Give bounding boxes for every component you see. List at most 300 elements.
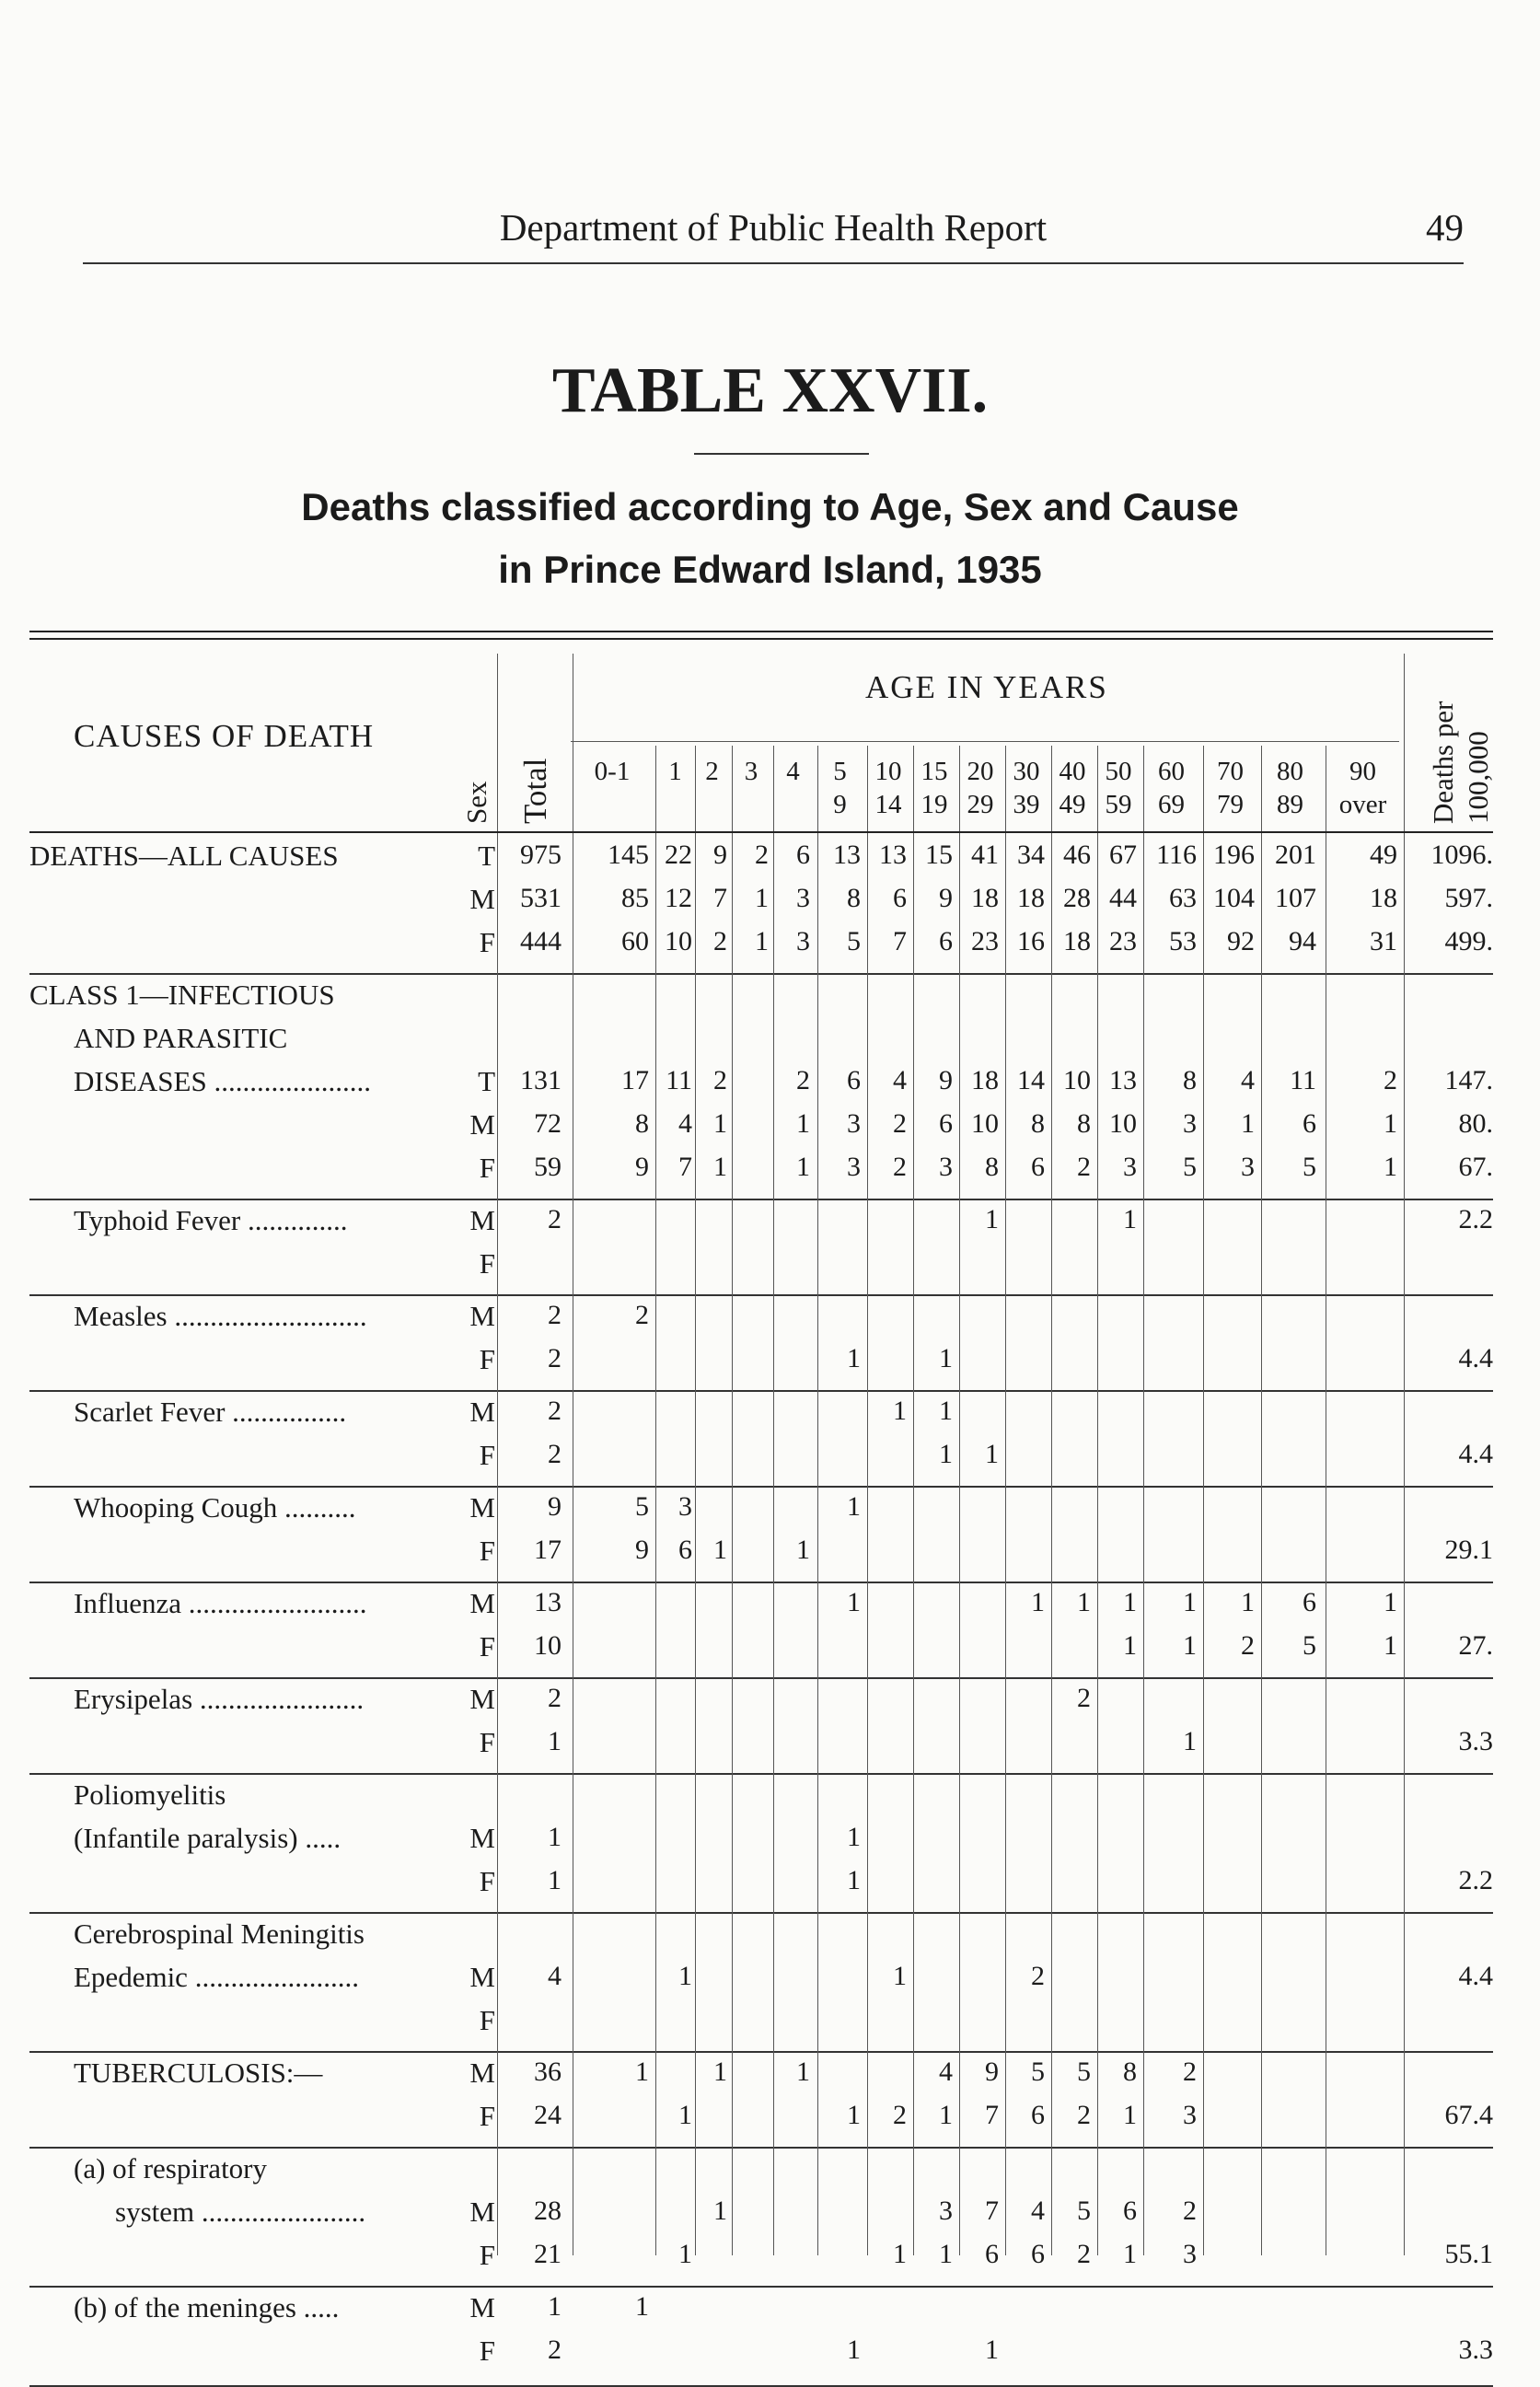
age-cell: 63	[1169, 883, 1197, 913]
age-cell: 1	[985, 1204, 999, 1234]
age-group-label-to: 14	[874, 790, 902, 819]
age-cell: 1	[985, 2335, 999, 2365]
age-group-label-from: 5	[833, 757, 847, 786]
age-cell: 31	[1370, 926, 1397, 956]
age-cell: 4	[1241, 1065, 1255, 1095]
age-cell: 13	[1109, 1065, 1137, 1095]
age-group-label-to: 9	[833, 790, 847, 819]
age-cell: 1	[1384, 1108, 1397, 1139]
age-cell: 2	[893, 1152, 907, 1182]
age-cell: 8	[635, 1108, 649, 1139]
age-cell: 6	[1303, 1587, 1316, 1617]
age-group-label-to: 59	[1105, 790, 1132, 819]
age-group-label-to: 79	[1217, 790, 1244, 819]
age-header-rule	[571, 741, 1399, 742]
age-cell: 46	[1063, 840, 1091, 870]
total-cell: 444	[520, 926, 562, 956]
age-cell: 1	[847, 2100, 861, 2130]
column-rule	[1143, 746, 1144, 2255]
sex-cell: F	[479, 926, 495, 958]
age-cell: 9	[985, 2057, 999, 2087]
age-cell: 1	[1031, 1587, 1045, 1617]
age-cell: 11	[666, 1065, 692, 1095]
age-cell: 3	[796, 883, 810, 913]
age-cell: 6	[985, 2239, 999, 2269]
group-separator-rule	[29, 1390, 1493, 1392]
running-head	[83, 189, 1464, 264]
total-cell: 10	[534, 1630, 562, 1661]
age-cell: 10	[1109, 1108, 1137, 1139]
sex-cell: M	[469, 1683, 495, 1715]
age-cell: 85	[621, 883, 649, 913]
age-cell: 5	[1303, 1152, 1316, 1182]
age-cell: 201	[1275, 840, 1316, 870]
age-cell: 1	[847, 1865, 861, 1895]
group-separator-rule	[29, 973, 1493, 975]
age-cell: 1	[1241, 1587, 1255, 1617]
age-cell: 1	[1123, 1587, 1137, 1617]
age-cell: 6	[1031, 2100, 1045, 2130]
cause-label: Epedemic .......................	[74, 1961, 359, 1993]
age-cell: 107	[1275, 883, 1316, 913]
age-group-label-from: 80	[1277, 757, 1303, 786]
total-cell: 975	[520, 840, 562, 870]
group-separator-rule	[29, 1912, 1493, 1914]
age-group-label-from: 70	[1217, 757, 1244, 786]
age-cell: 3	[939, 1152, 953, 1182]
age-cell: 4	[1031, 2196, 1045, 2226]
rate-header-line2: 100,000	[1462, 731, 1494, 824]
age-cell: 14	[1017, 1065, 1045, 1095]
age-cell: 1	[635, 2291, 649, 2322]
age-group-label-to: 69	[1158, 790, 1185, 819]
cause-label: system .......................	[115, 2196, 366, 2228]
age-cell: 1	[713, 1108, 727, 1139]
sex-cell: F	[479, 2239, 495, 2271]
sex-cell: M	[469, 1587, 495, 1619]
total-cell: 2	[548, 1343, 562, 1373]
table-title: TABLE XXVII.	[551, 355, 989, 426]
age-cell: 1	[1384, 1152, 1397, 1182]
rate-cell: 1096.	[1430, 840, 1493, 870]
sex-cell: T	[478, 840, 495, 872]
rate-cell: 597.	[1444, 883, 1493, 913]
age-cell: 116	[1156, 840, 1197, 870]
sex-cell: F	[479, 1535, 495, 1567]
age-cell: 9	[635, 1152, 649, 1182]
cause-label: Erysipelas .......................	[74, 1683, 365, 1715]
age-cell: 15	[925, 840, 953, 870]
sex-cell: M	[469, 1300, 495, 1332]
age-cell: 3	[1183, 2239, 1197, 2269]
cause-label: Typhoid Fever ..............	[74, 1204, 348, 1236]
age-cell: 13	[833, 840, 861, 870]
cause-label: DEATHS—ALL CAUSES	[29, 840, 339, 872]
age-cell: 92	[1227, 926, 1255, 956]
age-cell: 5	[1183, 1152, 1197, 1182]
column-rule	[1203, 746, 1204, 2255]
sex-cell: T	[478, 1065, 495, 1097]
age-cell: 1	[985, 1439, 999, 1469]
rate-cell: 80.	[1458, 1108, 1493, 1139]
age-cell: 8	[1183, 1065, 1197, 1095]
page-number: 49	[1426, 206, 1464, 249]
age-cell: 8	[1031, 1108, 1045, 1139]
age-cell: 2	[713, 1065, 727, 1095]
age-cell: 1	[796, 1152, 810, 1182]
age-cell: 17	[621, 1065, 649, 1095]
total-cell: 9	[548, 1491, 562, 1522]
sex-cell: F	[479, 1343, 495, 1375]
age-cell: 1	[1183, 1726, 1197, 1756]
sex-cell: M	[469, 1204, 495, 1236]
total-cell: 72	[534, 1108, 562, 1139]
rate-cell: 4.4	[1458, 1439, 1493, 1469]
age-group-label-from: 30	[1013, 757, 1040, 786]
age-cell: 1	[678, 1961, 692, 1991]
title-rule	[694, 453, 869, 455]
age-cell: 2	[1077, 1683, 1091, 1713]
age-cell: 1	[847, 1587, 861, 1617]
cause-label: Measles ...........................	[74, 1300, 367, 1332]
sex-cell: M	[469, 1822, 495, 1854]
age-cell: 44	[1109, 883, 1137, 913]
age-cell: 1	[713, 1152, 727, 1182]
age-group-label-from: 90	[1349, 757, 1376, 786]
total-cell: 531	[520, 883, 562, 913]
age-cell: 1	[678, 2239, 692, 2269]
age-cell: 1	[678, 2100, 692, 2130]
age-cell: 7	[985, 2100, 999, 2130]
age-cell: 49	[1370, 840, 1397, 870]
age-cell: 1	[755, 926, 769, 956]
cause-label: AND PARASITIC	[74, 1022, 288, 1054]
age-cell: 53	[1169, 926, 1197, 956]
total-cell: 4	[548, 1961, 562, 1991]
group-separator-rule	[29, 2286, 1493, 2288]
age-cell: 5	[1303, 1630, 1316, 1661]
age-cell: 6	[1031, 1152, 1045, 1182]
age-cell: 3	[847, 1108, 861, 1139]
age-group-label-from: 10	[874, 757, 902, 786]
column-rule	[497, 654, 498, 2255]
age-group-label-to: over	[1338, 790, 1387, 819]
age-cell: 18	[971, 1065, 999, 1095]
age-cell: 196	[1213, 840, 1255, 870]
group-separator-rule	[29, 1582, 1493, 1583]
sex-cell: F	[479, 2335, 495, 2367]
cause-label: (a) of respiratory	[74, 2152, 268, 2184]
cause-label: Whooping Cough ..........	[74, 1491, 356, 1524]
total-cell: 1	[548, 1865, 562, 1895]
age-group-label-to: 49	[1059, 790, 1086, 819]
age-cell: 6	[796, 840, 810, 870]
group-separator-rule	[29, 1199, 1493, 1200]
total-cell: 36	[534, 2057, 562, 2087]
sex-cell: F	[479, 1865, 495, 1897]
age-cell: 18	[971, 883, 999, 913]
age-cell: 7	[985, 2196, 999, 2226]
age-group-label-from: 50	[1105, 757, 1132, 786]
age-cell: 1	[939, 1396, 953, 1426]
age-cell: 1	[893, 2239, 907, 2269]
column-rule	[959, 746, 960, 2255]
rate-cell: 67.4	[1444, 2100, 1493, 2130]
table-top-double-rule	[29, 631, 1493, 640]
age-cell: 1	[1123, 2100, 1137, 2130]
age-cell: 1	[1183, 1587, 1197, 1617]
rate-cell: 2.2	[1458, 1204, 1493, 1234]
age-group-label-from: 4	[786, 757, 800, 786]
group-separator-rule	[29, 1677, 1493, 1679]
age-cell: 2	[1077, 2239, 1091, 2269]
age-cell: 145	[608, 840, 649, 870]
total-cell: 59	[534, 1152, 562, 1182]
age-cell: 3	[1123, 1152, 1137, 1182]
age-cell: 1	[713, 1535, 727, 1565]
rate-cell: 147.	[1444, 1065, 1493, 1095]
table-subtitle-line1: Deaths classified according to Age, Sex and Cause	[301, 485, 1239, 528]
age-cell: 2	[1241, 1630, 1255, 1661]
sex-cell: M	[469, 2196, 495, 2228]
age-cell: 1	[1123, 1204, 1137, 1234]
sex-cell: M	[469, 1961, 495, 1993]
age-cell: 18	[1017, 883, 1045, 913]
age-cell: 2	[635, 1300, 649, 1330]
age-cell: 2	[893, 2100, 907, 2130]
age-group-label-to: 89	[1277, 790, 1303, 819]
total-cell: 1	[548, 1822, 562, 1852]
age-cell: 1	[939, 2239, 953, 2269]
age-cell: 6	[939, 1108, 953, 1139]
age-cell: 1	[847, 1822, 861, 1852]
total-cell: 2	[548, 1396, 562, 1426]
age-cell: 1	[755, 883, 769, 913]
cause-label: Influenza .........................	[74, 1587, 367, 1619]
sex-cell: F	[479, 2004, 495, 2036]
age-cell: 1	[796, 2057, 810, 2087]
running-head-title: Department of Public Health Report	[499, 206, 1048, 249]
age-cell: 4	[678, 1108, 692, 1139]
age-group-label-from: 60	[1158, 757, 1185, 786]
total-cell: 2	[548, 1204, 562, 1234]
age-cell: 1	[713, 2196, 727, 2226]
age-cell: 9	[939, 1065, 953, 1095]
age-cell: 104	[1213, 883, 1255, 913]
rate-cell: 4.4	[1458, 1961, 1493, 1991]
age-cell: 1	[1183, 1630, 1197, 1661]
age-cell: 16	[1017, 926, 1045, 956]
age-cell: 23	[1109, 926, 1137, 956]
age-cell: 6	[1123, 2196, 1137, 2226]
cause-label: TUBERCULOSIS:—	[74, 2057, 323, 2089]
rate-cell: 27.	[1458, 1630, 1493, 1661]
age-cell: 1	[939, 2100, 953, 2130]
age-cell: 28	[1063, 883, 1091, 913]
group-separator-rule	[29, 1486, 1493, 1488]
header-bottom-rule	[29, 831, 1493, 833]
age-group-label-to: 19	[921, 790, 948, 819]
rate-cell: 29.1	[1444, 1535, 1493, 1565]
rate-cell: 4.4	[1458, 1343, 1493, 1373]
column-rule	[732, 746, 733, 2255]
age-cell: 18	[1370, 883, 1397, 913]
total-header: Total	[517, 758, 553, 824]
age-cell: 13	[879, 840, 907, 870]
rate-cell: 499.	[1444, 926, 1493, 956]
cause-label: (Infantile paralysis) .....	[74, 1822, 342, 1854]
total-cell: 2	[548, 2335, 562, 2365]
rate-cell: 3.3	[1458, 2335, 1493, 2365]
age-cell: 3	[678, 1491, 692, 1522]
age-cell: 10	[1063, 1065, 1091, 1095]
cause-label: CLASS 1—INFECTIOUS	[29, 979, 335, 1011]
age-cell: 8	[1123, 2057, 1137, 2087]
age-group-label-from: 1	[668, 757, 682, 786]
column-rule	[913, 746, 914, 2255]
age-cell: 1	[939, 1439, 953, 1469]
rate-cell: 55.1	[1444, 2239, 1493, 2269]
age-cell: 2	[1384, 1065, 1397, 1095]
total-cell: 21	[534, 2239, 562, 2269]
age-cell: 5	[1077, 2057, 1091, 2087]
age-group-label-to: 29	[967, 790, 994, 819]
sex-cell: M	[469, 1491, 495, 1524]
age-cell: 5	[1031, 2057, 1045, 2087]
age-cell: 2	[1077, 1152, 1091, 1182]
sex-cell: M	[469, 2291, 495, 2323]
age-cell: 1	[939, 1343, 953, 1373]
age-cell: 1	[1384, 1630, 1397, 1661]
age-cell: 2	[796, 1065, 810, 1095]
group-separator-rule	[29, 1773, 1493, 1775]
total-cell: 17	[534, 1535, 562, 1565]
age-cell: 10	[665, 926, 692, 956]
age-group-label-to: 39	[1013, 790, 1040, 819]
sex-cell: F	[479, 1152, 495, 1184]
age-cell: 2	[893, 1108, 907, 1139]
sex-cell: F	[479, 1630, 495, 1663]
age-cell: 6	[847, 1065, 861, 1095]
group-separator-rule	[29, 2051, 1493, 2053]
column-rule	[1005, 746, 1006, 2255]
age-cell: 3	[1183, 1108, 1197, 1139]
sex-cell: M	[469, 1396, 495, 1428]
column-rule	[1051, 746, 1052, 2255]
age-group-label-from: 2	[705, 757, 719, 786]
age-cell: 34	[1017, 840, 1045, 870]
age-cell: 2	[1077, 2100, 1091, 2130]
age-cell: 60	[621, 926, 649, 956]
rate-header-line1: Deaths per	[1427, 701, 1459, 824]
age-cell: 1	[713, 2057, 727, 2087]
age-cell: 3	[847, 1152, 861, 1182]
age-cell: 7	[678, 1152, 692, 1182]
causes-header: CAUSES OF DEATH	[74, 718, 375, 754]
group-separator-rule	[29, 1294, 1493, 1296]
rate-cell: 3.3	[1458, 1726, 1493, 1756]
age-cell: 1	[635, 2057, 649, 2087]
age-cell: 5	[1077, 2196, 1091, 2226]
cause-label: Cerebrospinal Meningitis	[74, 1918, 365, 1950]
age-cell: 41	[971, 840, 999, 870]
sex-header: Sex	[460, 781, 492, 824]
cause-label: Poliomyelitis	[74, 1779, 226, 1811]
age-group-label-from: 3	[744, 757, 758, 786]
column-rule	[817, 746, 818, 2255]
age-cell: 1	[1123, 1630, 1137, 1661]
age-cell: 1	[893, 1961, 907, 1991]
age-cell: 3	[1183, 2100, 1197, 2130]
age-cell: 4	[939, 2057, 953, 2087]
total-cell: 2	[548, 1439, 562, 1469]
age-cell: 9	[635, 1535, 649, 1565]
age-cell: 1	[847, 1491, 861, 1522]
age-cell: 67	[1109, 840, 1137, 870]
column-rule	[655, 746, 656, 2255]
age-cell: 22	[665, 840, 692, 870]
age-cell: 2	[713, 926, 727, 956]
age-cell: 1	[1077, 1587, 1091, 1617]
age-group-label-from: 0-1	[594, 757, 631, 786]
age-cell: 1	[847, 2335, 861, 2365]
age-cell: 8	[985, 1152, 999, 1182]
age-cell: 9	[939, 883, 953, 913]
age-cell: 11	[1290, 1065, 1316, 1095]
age-cell: 1	[1123, 2239, 1137, 2269]
age-cell: 18	[1063, 926, 1091, 956]
age-group-label-from: 20	[967, 757, 994, 786]
age-cell: 8	[1077, 1108, 1091, 1139]
age-cell: 9	[713, 840, 727, 870]
table-subtitle-line2: in Prince Edward Island, 1935	[498, 548, 1042, 591]
total-cell: 2	[548, 1300, 562, 1330]
sex-cell: F	[479, 2100, 495, 2132]
age-cell: 10	[971, 1108, 999, 1139]
sex-cell: M	[469, 883, 495, 915]
age-cell: 2	[1183, 2057, 1197, 2087]
column-rule	[867, 746, 868, 2255]
age-cell: 8	[847, 883, 861, 913]
age-cell: 6	[1031, 2239, 1045, 2269]
rate-cell: 2.2	[1458, 1865, 1493, 1895]
age-cell: 4	[893, 1065, 907, 1095]
sex-cell: M	[469, 1108, 495, 1141]
age-cell: 5	[635, 1491, 649, 1522]
age-group-label-from: 15	[921, 757, 948, 786]
total-cell: 28	[534, 2196, 562, 2226]
age-cell: 94	[1289, 926, 1316, 956]
age-cell: 6	[1303, 1108, 1316, 1139]
column-rule	[1097, 746, 1098, 2255]
column-rule	[695, 746, 696, 2255]
sex-cell: M	[469, 2057, 495, 2089]
sex-cell: F	[479, 1247, 495, 1280]
total-cell: 13	[534, 1587, 562, 1617]
age-cell: 6	[678, 1535, 692, 1565]
age-cell: 2	[755, 840, 769, 870]
sex-cell: F	[479, 1726, 495, 1758]
age-cell: 2	[1031, 1961, 1045, 1991]
age-cell: 23	[971, 926, 999, 956]
age-cell: 3	[796, 926, 810, 956]
column-rule	[1261, 746, 1262, 2255]
age-cell: 2	[1183, 2196, 1197, 2226]
sex-cell: F	[479, 1439, 495, 1471]
age-cell: 1	[1241, 1108, 1255, 1139]
age-cell: 3	[1241, 1152, 1255, 1182]
age-cell: 7	[893, 926, 907, 956]
